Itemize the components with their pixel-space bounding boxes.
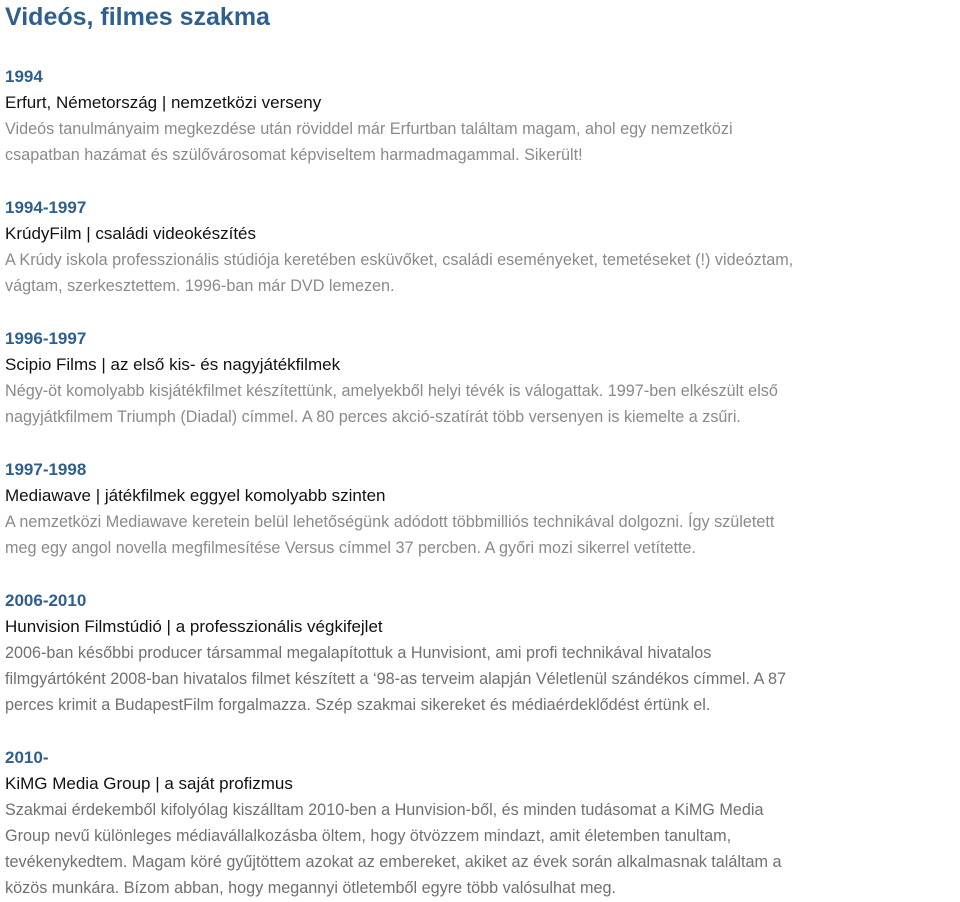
section-description (5, 640, 960, 718)
section-1996-1997 (5, 326, 960, 430)
section-description (5, 116, 960, 168)
section-heading: Scipio Films | az első kis- és nagyjátékfilmek (5, 355, 341, 374)
description-line: A Krúdy iskola professzionális stúdiója keretében esküvőket, családi eseményeket, temetéseket (!) videóztam, (5, 251, 794, 269)
description-line: nagyjátkfilmem Triumph (Diadal) címmel. A 80 perces akció-szatírát több versenyen is kiemelte a zsűri. (5, 408, 741, 426)
description-line: csapatban hazámat és szülővárosomat képviseltem harmadmagammal. Sikerült! (5, 146, 583, 164)
section-years: 2006-2010 (5, 591, 87, 610)
description-line: tevékenykedtem. Magam köré gyűjtöttem azokat az embereket, akiket az évek során alkalmasnak találtam a (5, 853, 782, 871)
section-2010 (5, 745, 960, 901)
description-line: közös munkára. Bízom abban, hogy megannyi ötletemből egyre több valósulhat meg. (5, 879, 616, 897)
section-description (5, 797, 960, 901)
section-1994 (5, 64, 960, 168)
section-heading: KiMG Media Group | a saját profizmus (5, 774, 293, 793)
section-years: 1994-1997 (5, 198, 87, 217)
section-heading: Erfurt, Németország | nemzetközi verseny (5, 93, 322, 112)
section-heading: Mediawave | játékfilmek eggyel komolyabb szinten (5, 486, 386, 505)
description-line: filmgyártóként 2008-ban hivatalos filmet készített a ‘98-as terveim alapján Véletlenül szándékos címmel. A 87 (5, 670, 786, 688)
description-line: Szakmai érdekemből kifolyólag kiszálltam 2010-ben a Hunvision-ből, és minden tudásomat a KiMG Media (5, 801, 764, 819)
section-heading: Hunvision Filmstúdió | a professzionális végkifejlet (5, 617, 383, 636)
description-line: Négy-öt komolyabb kisjátékfilmet készítettünk, amelyekből helyi tévék is válogattak. 1997-ben elkészült első (5, 382, 778, 400)
section-description (5, 247, 960, 299)
section-description (5, 509, 960, 561)
section-1994-1997 (5, 195, 960, 299)
description-line: perces krimit a BudapestFilm forgalmazza. Szép szakmai sikereket és médiaérdeklődést értünk el. (5, 696, 711, 714)
document-page (5, 0, 960, 897)
page-title: Videós, filmes szakma (5, 3, 270, 31)
description-line: A nemzetközi Mediawave keretein belül lehetőségünk adódott többmilliós technikával dolgozni. Így született (5, 513, 775, 531)
section-heading: KrúdyFilm | családi videokészítés (5, 224, 257, 243)
section-years: 1994 (5, 67, 43, 86)
section-years: 1996-1997 (5, 329, 87, 348)
section-1997-1998 (5, 457, 960, 561)
description-line: Group nevű különleges médiavállalkozásba öltem, hogy ötvözzem mindazt, amit életemben tanultam, (5, 827, 732, 845)
description-line: vágtam, szerkesztettem. 1996-ban már DVD lemezen. (5, 277, 395, 295)
section-years: 1997-1998 (5, 460, 87, 479)
section-description (5, 378, 960, 430)
section-years: 2010- (5, 748, 49, 767)
section-2006-2010 (5, 588, 960, 718)
description-line: 2006-ban későbbi producer társammal megalapítottuk a Hunvisiont, ami profi technikával hivatalos (5, 644, 712, 662)
description-line: Videós tanulmányaim megkezdése után röviddel már Erfurtban találtam magam, ahol egy nemzetközi (5, 120, 733, 138)
description-line: meg egy angol novella megfilmesítése Versus címmel 37 percben. A győri mozi sikerrel vetítette. (5, 539, 696, 557)
